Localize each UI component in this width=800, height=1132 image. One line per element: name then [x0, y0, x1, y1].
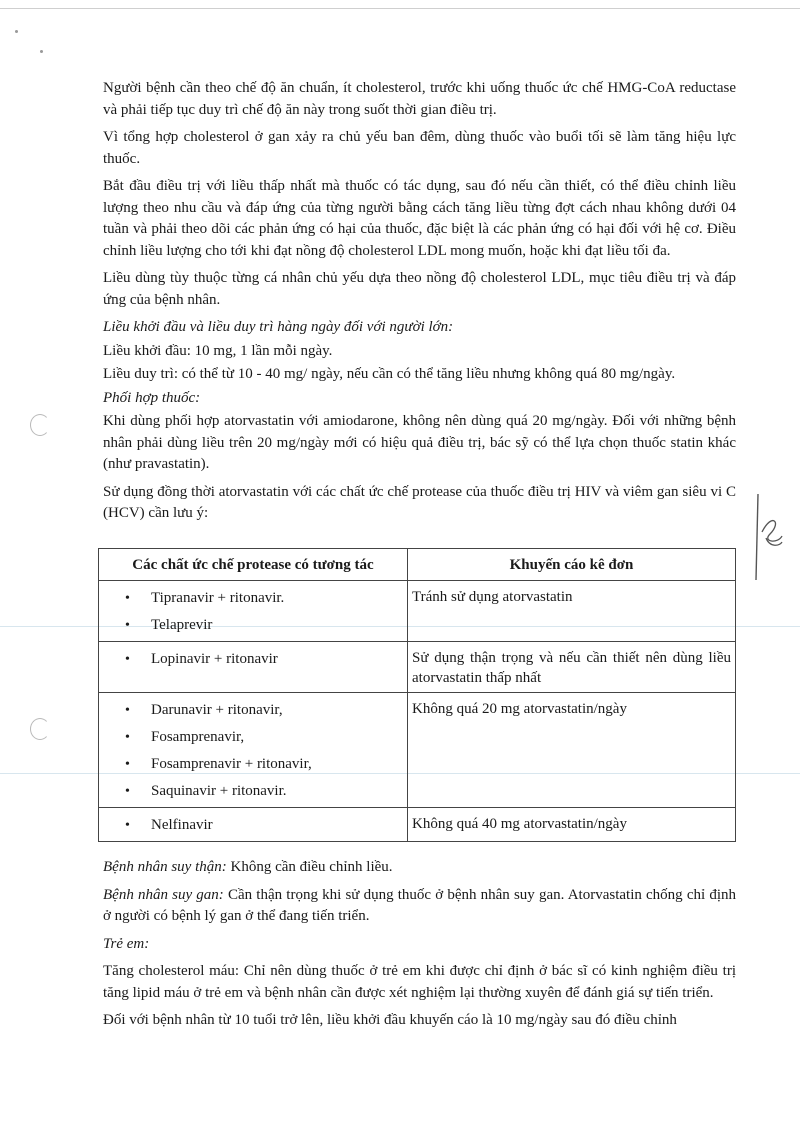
heading-children: Trẻ em:: [103, 935, 150, 952]
drug-list: [99, 693, 407, 807]
advice-cell: Không quá 40 mg atorvastatin/ngày: [408, 808, 736, 842]
table-header-advice: Khuyến cáo kê đơn: [408, 549, 736, 581]
renal-label: Bệnh nhân suy thận:: [103, 859, 227, 875]
document-body: [103, 78, 736, 531]
paragraph-dose-titration: Bắt đầu điều trị với liều thấp nhất mà thuốc có tác dụng, sau đó nếu cần thiết, có thể điều chỉnh liều lượng theo nhu cầu và đáp ứng của từng người bằng cách tăng liều từng đợt cách nhau không dưới 04 tuần và phải theo dõi các phản ứng có hại của thuốc, đặc biệt là các phản ứng có hại đối với hệ cơ. Điều chỉnh liều lượng cho tới khi đạt nồng độ cholesterol LDL mong muốn, hoặc khi đạt liều tối đa.: [103, 178, 736, 259]
drug-item: • Tipranavir + ritonavir.: [151, 585, 407, 612]
scan-speck: [40, 50, 43, 53]
drug-list: [99, 642, 407, 675]
paragraph-diet: Người bệnh cần theo chế độ ăn chuẩn, ít cholesterol, trước khi uống thuốc ức chế HMG-CoA reductase và phải tiếp tục duy trì chế độ ăn này trong suốt thời gian điều trị.: [103, 80, 736, 118]
table-row: [99, 642, 736, 693]
scan-top-edge: [0, 8, 800, 9]
table-row: [99, 808, 736, 842]
advice-cell: Sử dụng thận trọng và nếu cần thiết nên dùng liều atorvastatin thấp nhất: [408, 642, 736, 693]
heading-adult-dose: Liều khởi đầu và liều duy trì hàng ngày đối với người lớn:: [103, 319, 454, 335]
document-body-continued: [103, 857, 736, 1038]
scan-speck: [15, 30, 18, 33]
punch-hole-mark: [30, 414, 50, 436]
punch-hole-mark: [30, 718, 50, 740]
paragraph-hepatic: [103, 885, 736, 928]
paragraph-evening-dose: Vì tổng hợp cholesterol ở gan xảy ra chủ yếu ban đêm, dùng thuốc vào buổi tối sẽ làm tăng hiệu lực thuốc.: [103, 129, 736, 167]
drug-item: • Fosamprenavir + ritonavir,: [151, 751, 407, 778]
paragraph-children-dose: Đối với bệnh nhân từ 10 tuổi trở lên, liều khởi đầu khuyến cáo là 10 mg/ngày sau đó điều chỉnh: [103, 1012, 677, 1028]
drug-item: • Telaprevir: [151, 612, 407, 639]
advice-cell: Tránh sử dụng atorvastatin: [408, 581, 736, 642]
table-header-row: [99, 549, 736, 581]
paragraph-individual-dose: Liều dùng tùy thuộc từng cá nhân chủ yếu dựa theo nồng độ cholesterol LDL, mục tiêu điều trị và đáp ứng của bệnh nhân.: [103, 270, 736, 308]
table-row: [99, 581, 736, 642]
handwritten-initials: [752, 492, 786, 582]
paragraph-amiodarone: Khi dùng phối hợp atorvastatin với amiodarone, không nên dùng quá 20 mg/ngày. Đối với những bệnh nhân phải dùng liều trên 20 mg/ngày mới có hiệu quả điều trị, bác sỹ có thể lựa chọn thuốc statin khác (như pravastatin).: [103, 413, 736, 472]
renal-text: Không cần điều chỉnh liều.: [226, 859, 393, 875]
paragraph-protease-intro: Sử dụng đồng thời atorvastatin với các chất ức chế protease của thuốc điều trị HIV và viêm gan siêu vi C (HCV) cần lưu ý:: [103, 483, 736, 521]
drug-item: • Saquinavir + ritonavir.: [151, 778, 407, 805]
heading-combination: Phối hợp thuốc:: [103, 389, 201, 406]
paragraph-children: Tăng cholesterol máu: Chỉ nên dùng thuốc ở trẻ em khi được chỉ định ở bác sĩ có kinh nghiệm điều trị tăng lipid máu ở trẻ em và bệnh nhân cần được xét nghiệm lại thường xuyên để đánh giá sự tiến triển.: [103, 963, 736, 1001]
hepatic-label: Bệnh nhân suy gan:: [103, 886, 224, 903]
drug-list: [99, 581, 407, 641]
protease-interaction-table: [98, 548, 736, 842]
drug-item: • Fosamprenavir,: [151, 724, 407, 751]
hepatic-text: Cần thận trọng khi sử dụng thuốc ở bệnh nhân suy gan. Atorvastatin chống chỉ định ở người có bệnh lý gan ở thể đang tiến triển.: [103, 886, 737, 924]
drug-item: • Darunavir + ritonavir,: [151, 697, 407, 724]
start-dose-line: Liều khởi đầu: 10 mg, 1 lần mỗi ngày.: [103, 342, 333, 359]
drug-item: • Nelfinavir: [151, 812, 407, 839]
drug-list: [99, 808, 407, 841]
maintenance-dose-line: Liều duy trì: có thể từ 10 - 40 mg/ ngày, nếu cần có thể tăng liều nhưng không quá 80 mg/ngày.: [103, 366, 676, 382]
table-row: [99, 693, 736, 808]
advice-cell: Không quá 20 mg atorvastatin/ngày: [408, 693, 736, 808]
paragraph-renal: [103, 857, 736, 879]
drug-item: • Lopinavir + ritonavir: [151, 646, 407, 673]
table-header-protease: Các chất ức chế protease có tương tác: [99, 549, 408, 581]
